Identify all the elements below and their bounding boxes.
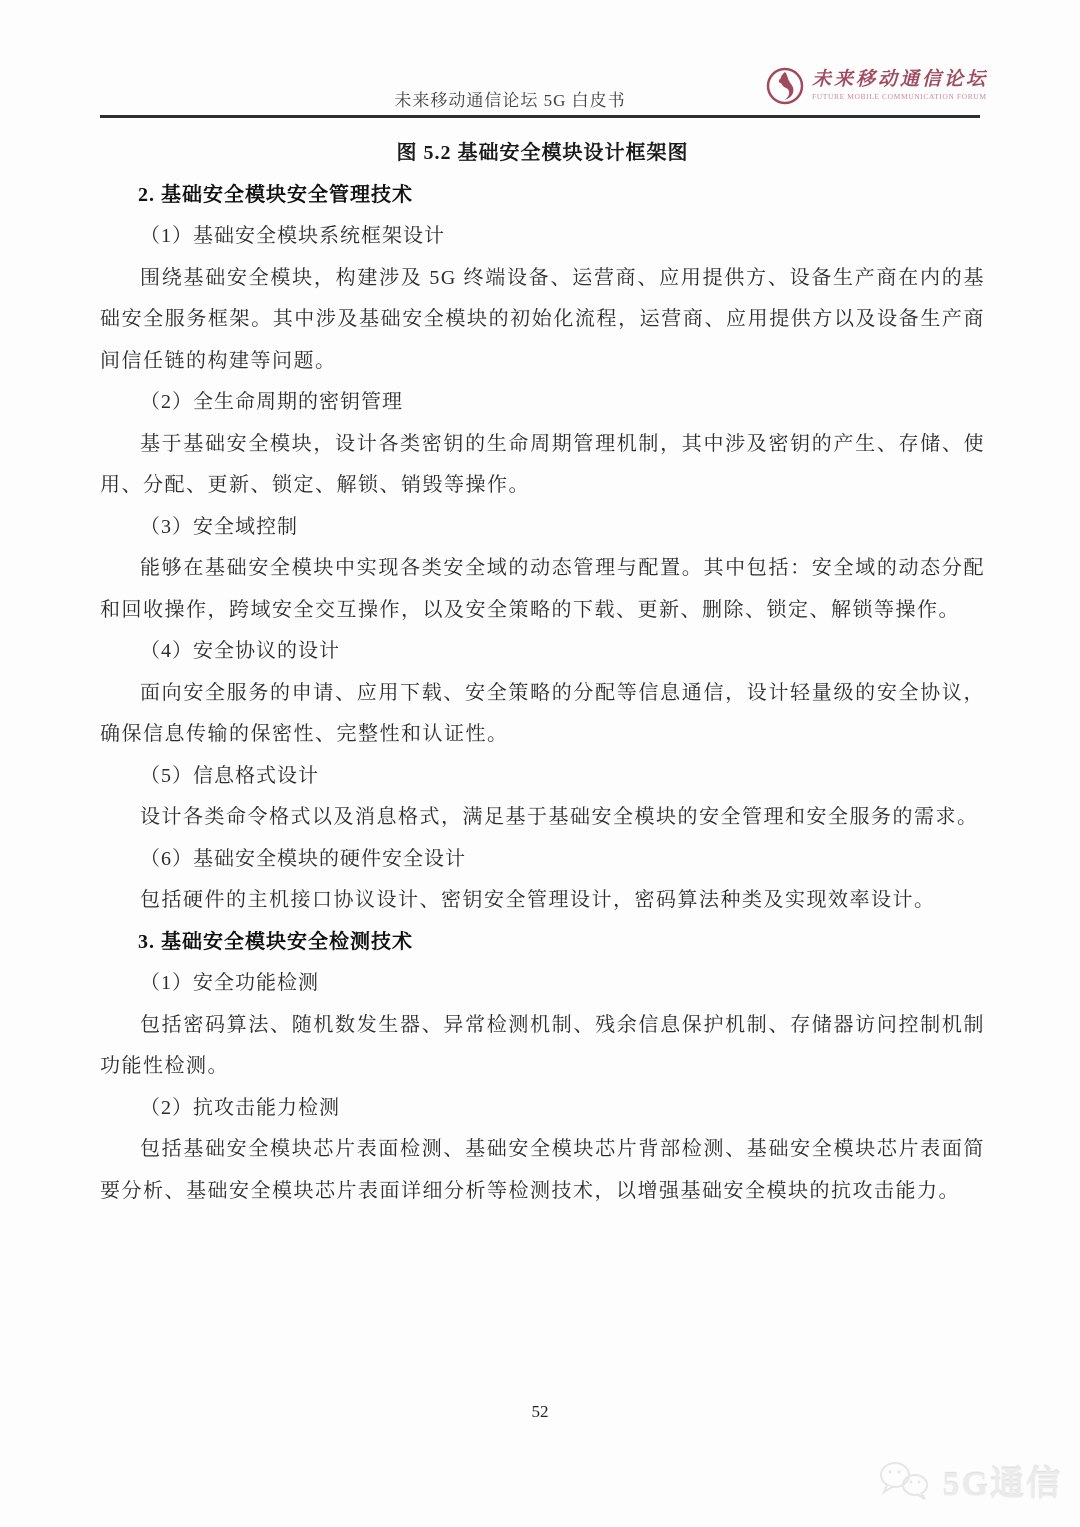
doc-header-title: 未来移动通信论坛 5G 白皮书	[394, 91, 626, 110]
item-body: 能够在基础安全模块中实现各类安全域的动态管理与配置。其中包括：安全域的动态分配和回收操作，跨域安全交互操作，以及安全策略的下载、更新、删除、锁定、解锁等操作。	[100, 557, 985, 621]
item-label: （6）基础安全模块的硬件安全设计	[140, 847, 466, 870]
section-heading-3: 3. 基础安全模块安全检测技术	[138, 930, 413, 953]
item-label: （3）安全域控制	[140, 515, 298, 538]
section-heading-2: 2. 基础安全模块安全管理技术	[138, 183, 413, 206]
item-label: （1）基础安全模块系统框架设计	[140, 225, 445, 247]
page-number: 52	[531, 1402, 549, 1421]
header-divider	[100, 115, 980, 118]
item-body: 基于基础安全模块，设计各类密钥的生命周期管理机制，其中涉及密钥的产生、存储、使用、分配、更新、锁定、解锁、销毁等操作。	[100, 432, 985, 496]
item-label: （4）安全协议的设计	[140, 640, 340, 662]
item-body: 包括密码算法、随机数发生器、异常检测机制、残余信息保护机制、存储器访问控制机制功能性检测。	[100, 1013, 985, 1077]
item-label: （2）抗攻击能力检测	[140, 1096, 340, 1119]
item-body: 面向安全服务的申请、应用下载、安全策略的分配等信息通信，设计轻量级的安全协议，确保信息传输的保密性、完整性和认证性。	[100, 681, 985, 745]
item-body: 包括基础安全模块芯片表面检测、基础安全模块芯片背部检测、基础安全模块芯片表面简要分析、基础安全模块芯片表面详细分析等检测技术，以增强基础安全模块的抗攻击能力。	[100, 1138, 985, 1202]
forum-logo-subtitle: FUTURE MOBILE COMMUNICATION FORUM	[811, 92, 987, 102]
document-content	[100, 133, 985, 1212]
item-body: 设计各类命令格式以及消息格式，满足基于基础安全模块的安全管理和安全服务的需求。	[140, 806, 979, 828]
forum-logo-text	[812, 70, 988, 101]
figure-caption: 图 5.2 基础安全模块设计框架图	[396, 142, 689, 164]
forum-logo	[765, 66, 988, 106]
item-body: 包括硬件的主机接口协议设计、密钥安全管理设计，密码算法种类及实现效率设计。	[140, 889, 936, 911]
item-label: （1）安全功能检测	[140, 972, 319, 994]
watermark-text: 5G通信	[942, 1466, 1062, 1503]
item-body: 围绕基础安全模块，构建涉及 5G 终端设备、运营商、应用提供方、设备生产商在内的基础安全服务框架。其中涉及基础安全模块的初始化流程，运营商、应用提供方以及设备生产商间信任链的构建等问题。	[100, 266, 985, 372]
forum-logo-icon	[765, 66, 805, 106]
forum-logo-name: 未来移动通信论坛	[811, 69, 988, 91]
wechat-icon	[877, 1459, 935, 1503]
item-label: （5）信息格式设计	[140, 764, 319, 787]
channel-watermark	[877, 1456, 1062, 1505]
item-label: （2）全生命周期的密钥管理	[140, 391, 403, 413]
